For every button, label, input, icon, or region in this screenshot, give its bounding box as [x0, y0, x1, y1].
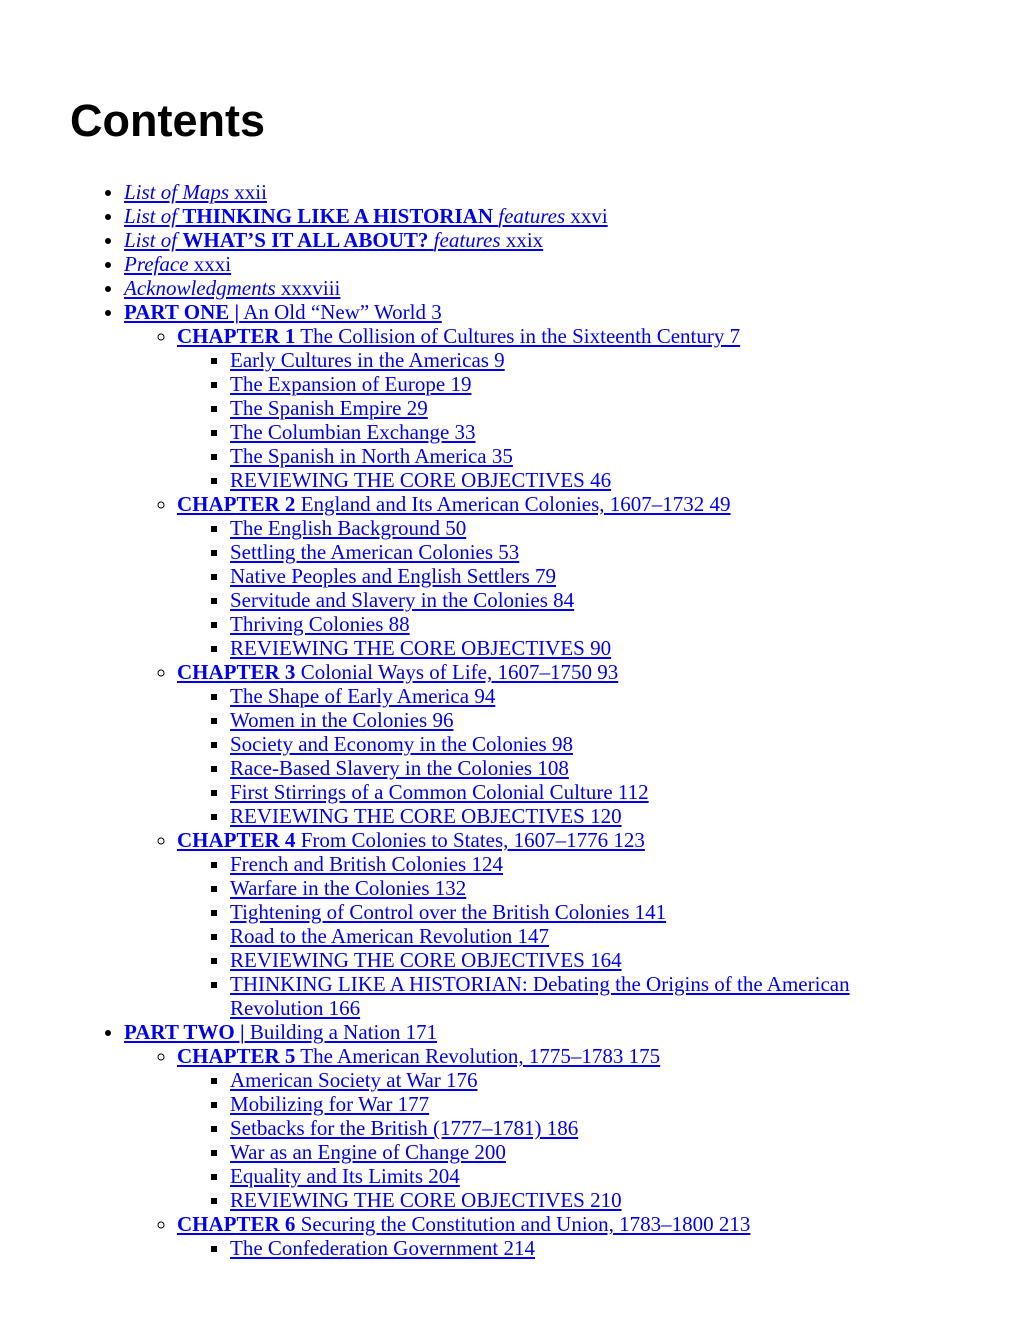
toc-part-title: Building a Nation 171	[244, 1020, 438, 1044]
toc-link-text: THINKING LIKE A HISTORIAN	[182, 204, 493, 228]
toc-link-text: features	[433, 228, 501, 252]
toc-link-text: List of	[124, 228, 183, 252]
toc-section-link[interactable]: War as an Engine of Change 200	[230, 1140, 506, 1164]
toc-chapter-list	[124, 1044, 1020, 1260]
toc-link-text: xxii	[229, 180, 267, 204]
toc-chapter-link[interactable]	[177, 1212, 750, 1236]
toc-section-list	[177, 852, 1020, 1020]
toc-section-list	[177, 516, 1020, 660]
toc-section-item	[230, 852, 1020, 876]
toc-section-item	[230, 420, 1020, 444]
toc-front-matter-item	[124, 276, 1020, 300]
toc-part-item	[124, 300, 1020, 1020]
toc-part-label: PART TWO |	[124, 1020, 245, 1044]
toc-section-list	[177, 1236, 1020, 1260]
toc-section-item	[230, 1236, 1020, 1260]
toc-section-link[interactable]: REVIEWING THE CORE OBJECTIVES 120	[230, 804, 622, 828]
toc-chapter-item	[177, 828, 1020, 1020]
toc-section-link[interactable]: Setbacks for the British (1777–1781) 186	[230, 1116, 579, 1140]
toc-chapter-title: The Collision of Cultures in the Sixteenth Century 7	[295, 324, 741, 348]
toc-section-item	[230, 972, 1020, 1020]
toc-section-item	[230, 732, 1020, 756]
toc-link-text: List of Maps	[124, 180, 230, 204]
toc-part-title: An Old “New” World 3	[239, 300, 442, 324]
toc-part-link[interactable]	[124, 300, 442, 324]
toc-section-link[interactable]: The Spanish Empire 29	[230, 396, 428, 420]
toc-section-link[interactable]: Women in the Colonies 96	[230, 708, 454, 732]
toc-chapter-list	[124, 324, 1020, 1020]
toc-section-link[interactable]: Servitude and Slavery in the Colonies 84	[230, 588, 575, 612]
toc-link-text: xxvi	[565, 204, 608, 228]
toc-section-link[interactable]: First Stirrings of a Common Colonial Culture 112	[230, 780, 649, 804]
toc-section-item	[230, 1068, 1020, 1092]
page-title: Contents	[70, 95, 265, 146]
toc-section-link[interactable]: Road to the American Revolution 147	[230, 924, 550, 948]
toc-chapter-label: CHAPTER 4	[177, 828, 296, 852]
toc-section-link[interactable]: REVIEWING THE CORE OBJECTIVES 46	[230, 468, 612, 492]
toc-section-item	[230, 876, 1020, 900]
toc-section-link[interactable]: French and British Colonies 124	[230, 852, 503, 876]
toc-chapter-item	[177, 1212, 1020, 1260]
toc-section-link[interactable]: Tightening of Control over the British Colonies 141	[230, 900, 667, 924]
toc-section-item	[230, 516, 1020, 540]
toc-section-list	[177, 348, 1020, 492]
toc-chapter-label: CHAPTER 3	[177, 660, 296, 684]
toc-chapter-link[interactable]	[177, 492, 731, 516]
toc-section-item	[230, 468, 1020, 492]
toc-front-matter-item	[124, 252, 1020, 276]
toc-section-link[interactable]: The English Background 50	[230, 516, 467, 540]
toc-section-link[interactable]: The Expansion of Europe 19	[230, 372, 472, 396]
toc-chapter-label: CHAPTER 2	[177, 492, 296, 516]
toc-front-matter-item	[124, 204, 1020, 228]
toc-section-link[interactable]: Native Peoples and English Settlers 79	[230, 564, 557, 588]
toc-section-item	[230, 444, 1020, 468]
toc-chapter-title: Securing the Constitution and Union, 1783–1800 213	[295, 1212, 751, 1236]
toc-link-text: List of	[124, 204, 183, 228]
toc-section-link[interactable]: Thriving Colonies 88	[230, 612, 410, 636]
toc-chapter-title: Colonial Ways of Life, 1607–1750 93	[295, 660, 619, 684]
toc-section-item	[230, 1188, 1020, 1212]
toc-section-link[interactable]: Race-Based Slavery in the Colonies 108	[230, 756, 569, 780]
toc-section-item	[230, 636, 1020, 660]
toc-section-item	[230, 900, 1020, 924]
toc-chapter-link[interactable]	[177, 324, 740, 348]
toc-section-link[interactable]: THINKING LIKE A HISTORIAN: Debating the Origins of the American Revolution 166	[230, 972, 850, 1020]
toc-section-link[interactable]: Settling the American Colonies 53	[230, 540, 520, 564]
toc-section-item	[230, 924, 1020, 948]
toc-part-item	[124, 1020, 1020, 1260]
toc-chapter-link[interactable]	[177, 660, 618, 684]
toc-chapter-item	[177, 1044, 1020, 1212]
toc-section-link[interactable]: The Confederation Government 214	[230, 1236, 535, 1260]
toc-section-link[interactable]: American Society at War 176	[230, 1068, 478, 1092]
toc-chapter-link[interactable]	[177, 1044, 660, 1068]
toc-link-text: xxxi	[188, 252, 232, 276]
toc-chapter-title: England and Its American Colonies, 1607–1732 49	[295, 492, 731, 516]
toc-section-item	[230, 396, 1020, 420]
toc-link-text: features	[498, 204, 566, 228]
toc-link-text: WHAT’S IT ALL ABOUT?	[182, 228, 429, 252]
toc-link-text: Acknowledgments	[124, 276, 276, 300]
toc-section-link[interactable]: Society and Economy in the Colonies 98	[230, 732, 573, 756]
toc-section-item	[230, 708, 1020, 732]
toc-front-matter-item	[124, 228, 1020, 252]
toc-chapter-link[interactable]	[177, 828, 645, 852]
toc-part-label: PART ONE |	[124, 300, 240, 324]
toc-section-item	[230, 588, 1020, 612]
toc-section-item	[230, 348, 1020, 372]
toc-chapter-label: CHAPTER 5	[177, 1044, 296, 1068]
toc-chapter-title: From Colonies to States, 1607–1776 123	[295, 828, 645, 852]
toc-section-link[interactable]: REVIEWING THE CORE OBJECTIVES 90	[230, 636, 612, 660]
toc-section-item	[230, 1140, 1020, 1164]
table-of-contents	[0, 180, 1020, 1260]
toc-section-item	[230, 1092, 1020, 1116]
toc-link-text: xxxviii	[275, 276, 341, 300]
toc-section-item	[230, 756, 1020, 780]
toc-chapter-item	[177, 324, 1020, 492]
toc-section-item	[230, 612, 1020, 636]
toc-chapter-item	[177, 492, 1020, 660]
toc-front-matter-link[interactable]	[124, 204, 608, 228]
toc-part-link[interactable]	[124, 1020, 437, 1044]
toc-section-link[interactable]: Mobilizing for War 177	[230, 1092, 430, 1116]
toc-chapter-label: CHAPTER 1	[177, 324, 296, 348]
toc-section-link[interactable]: REVIEWING THE CORE OBJECTIVES 210	[230, 1188, 622, 1212]
toc-section-link[interactable]: The Shape of Early America 94	[230, 684, 496, 708]
toc-front-matter-item	[124, 180, 1020, 204]
toc-section-item	[230, 564, 1020, 588]
toc-section-link[interactable]: REVIEWING THE CORE OBJECTIVES 164	[230, 948, 622, 972]
toc-front-matter-link[interactable]	[124, 228, 543, 252]
toc-chapter-item	[177, 660, 1020, 828]
toc-section-item	[230, 804, 1020, 828]
toc-front-matter-link[interactable]	[124, 180, 267, 204]
toc-section-item	[230, 1164, 1020, 1188]
toc-chapter-label: CHAPTER 6	[177, 1212, 296, 1236]
toc-section-link[interactable]: Early Cultures in the Americas 9	[230, 348, 505, 372]
toc-top-list	[0, 180, 1020, 1260]
toc-chapter-title: The American Revolution, 1775–1783 175	[295, 1044, 661, 1068]
toc-section-item	[230, 948, 1020, 972]
toc-section-link[interactable]: Warfare in the Colonies 132	[230, 876, 467, 900]
toc-section-item	[230, 780, 1020, 804]
toc-section-link[interactable]: The Columbian Exchange 33	[230, 420, 476, 444]
toc-section-item	[230, 372, 1020, 396]
toc-section-item	[230, 684, 1020, 708]
toc-front-matter-link[interactable]	[124, 252, 231, 276]
toc-front-matter-link[interactable]	[124, 276, 340, 300]
toc-section-item	[230, 1116, 1020, 1140]
toc-section-link[interactable]: Equality and Its Limits 204	[230, 1164, 460, 1188]
toc-section-item	[230, 540, 1020, 564]
toc-link-text: xxix	[500, 228, 544, 252]
toc-section-list	[177, 684, 1020, 828]
toc-section-link[interactable]: The Spanish in North America 35	[230, 444, 513, 468]
toc-link-text: Preface	[124, 252, 189, 276]
toc-section-list	[177, 1068, 1020, 1212]
